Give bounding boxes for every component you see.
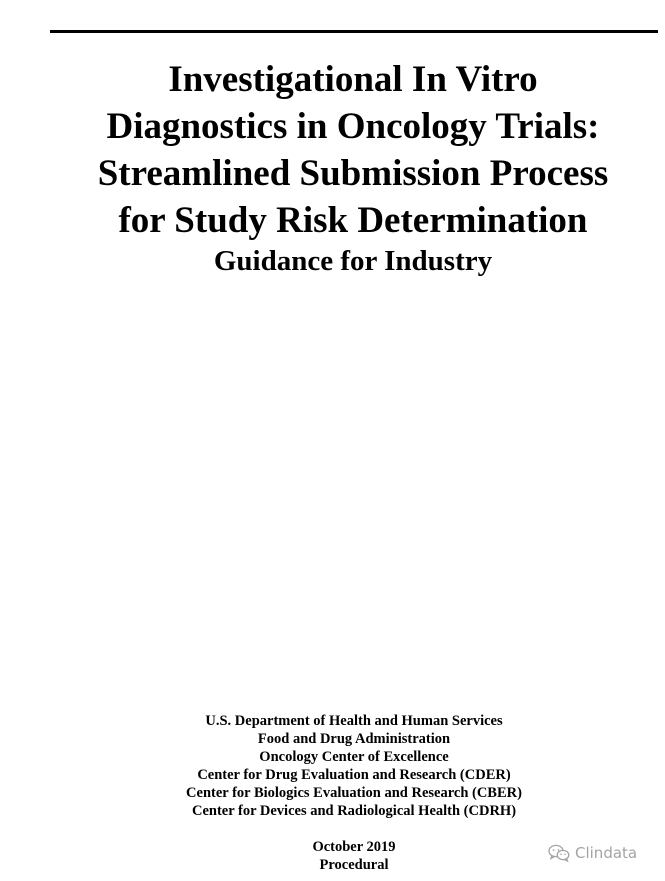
agency-cdrh: Center for Devices and Radiological Health (CDRH)	[191, 803, 517, 819]
wechat-icon	[548, 844, 570, 862]
document-title	[40, 56, 665, 278]
title-line-2: Diagnostics in Oncology Trials:	[106, 106, 600, 147]
agency-hhs: U.S. Department of Health and Human Services	[205, 713, 503, 729]
agency-cder: Center for Drug Evaluation and Research (CDER)	[197, 767, 511, 783]
document-category: Procedural	[319, 857, 389, 873]
watermark	[548, 842, 637, 864]
title-line-1: Investigational In Vitro	[168, 59, 538, 100]
agency-fda: Food and Drug Administration	[257, 731, 451, 747]
agency-oce: Oncology Center of Excellence	[259, 749, 449, 765]
issuing-agencies	[0, 712, 665, 820]
watermark-text: Clindata	[575, 844, 638, 862]
document-subtitle: Guidance for Industry	[213, 245, 493, 277]
title-line-4: for Study Risk Determination	[118, 200, 588, 241]
agency-cber: Center for Biologics Evaluation and Research (CBER)	[186, 785, 522, 801]
publication-date: October 2019	[312, 839, 396, 855]
title-line-3: Streamlined Submission Process	[97, 153, 609, 194]
top-horizontal-rule	[50, 30, 658, 33]
